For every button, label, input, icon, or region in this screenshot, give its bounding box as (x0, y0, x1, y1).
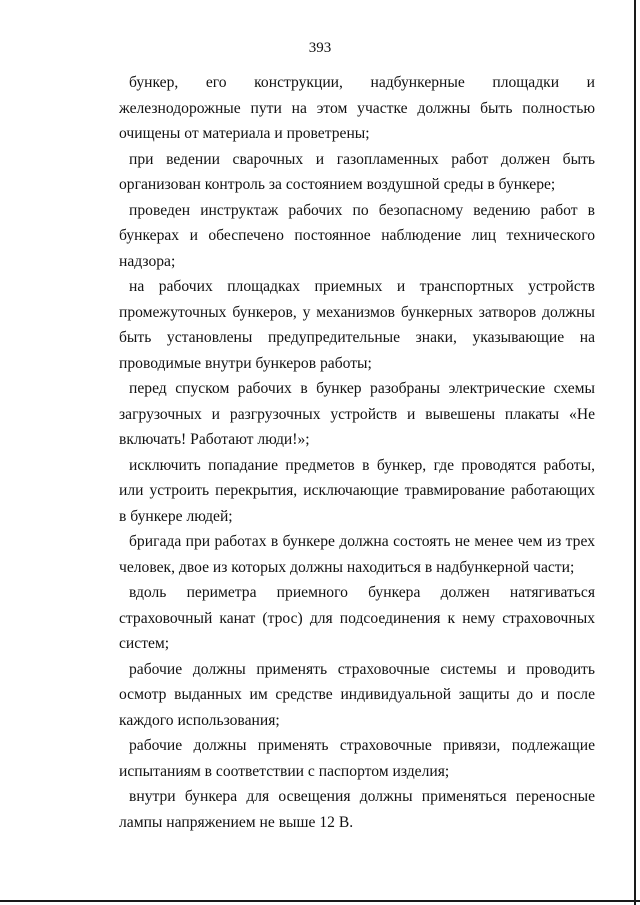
paragraph: рабочие должны применять страховочные системы и проводить осмотр выданных им средстве индивидуальной защиты до и после каждого использования; (119, 660, 595, 729)
paragraph: рабочие должны применять страховочные привязи, подлежащие испытаниям в соответствии с паспортом изделия; (119, 737, 595, 780)
paragraph: проведен инструктаж рабочих по безопасному ведению работ в бункерах и обеспечено постоянное наблюдение лиц технического надзора; (119, 201, 595, 270)
paragraph: вдоль периметра приемного бункера должен натягиваться страховочный канат (трос) для подсоединения к нему страховочных систем; (119, 584, 595, 652)
scan-edge-right (634, 0, 636, 905)
page-number: 393 (308, 40, 332, 56)
paragraph: перед спуском рабочих в бункер разобраны электрические схемы загрузочных и разгрузочных устройств и вывешены плакаты «Не включать! Работают люди!»; (119, 380, 595, 448)
paragraph: при ведении сварочных и газопламенных работ должен быть организован контроль за состоянием воздушной среды в бункере; (119, 150, 595, 193)
paragraph: внутри бункера для освещения должны применяться переносные лампы напряжением не выше 12 В. (119, 788, 595, 831)
paragraph: исключить попадание предметов в бункер, где проводятся работы, или устроить перекрытия, исключающие травмирование работающих в бункере людей; (119, 456, 595, 525)
paragraph: на рабочих площадках приемных и транспортных устройств промежуточных бункеров, у механизмов бункерных затворов должны быть установлены предупредительные знаки, указывающие на проводимые внутри бункеров работы; (119, 278, 595, 372)
scan-edge-bottom (0, 900, 640, 902)
paragraph: бригада при работах в бункере должна состоять не менее чем из трех человек, двое из которых должны находиться в надбункерной части; (119, 533, 595, 576)
document-body (119, 70, 595, 835)
paragraph: бункер, его конструкции, надбункерные площадки и железнодорожные пути на этом участке должны быть полностью очищены от материала и проветрены; (119, 74, 595, 142)
